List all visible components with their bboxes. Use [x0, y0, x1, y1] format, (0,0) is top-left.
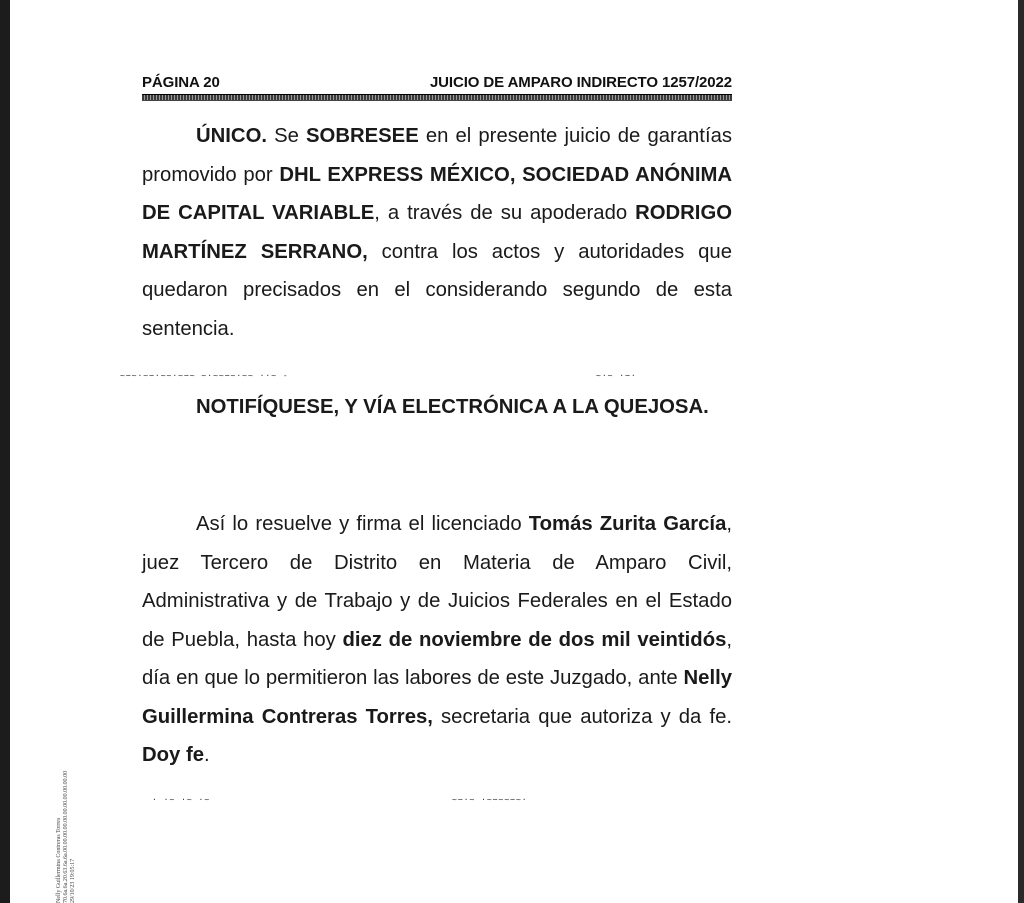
- signature-text: [56, 738, 86, 903]
- text-run: secretaria que autoriza y da fe.: [432, 705, 732, 728]
- sobresee-keyword: SOBRESEE: [306, 125, 419, 147]
- company-name: DHL EXPRESS MÉXICO, SOCIEDAD ANÓNIMA DE CAPITAL VARIABLE: [142, 163, 732, 224]
- secretary-name: Nelly Guillermina Contreras Torres,: [142, 667, 732, 728]
- resolutivo-heading: ÚNICO.: [196, 125, 267, 147]
- page-edge-shadow: [1018, 0, 1024, 903]
- scan-artifact: [120, 371, 289, 375]
- text-run: , día en que lo permitieron las labores de este Juzgado, ante: [142, 628, 732, 689]
- scan-artifact: [452, 795, 528, 799]
- judge-name: Tomás Zurita García: [528, 513, 727, 535]
- closing-paragraph: [142, 505, 732, 775]
- case-number-label: JUICIO DE AMPARO INDIRECTO 1257/2022: [429, 74, 732, 91]
- text-run: contra los actos y autoridades que quedaron precisados en el considerando segundo de esta sentencia.: [142, 240, 732, 340]
- scan-artifact: [596, 371, 637, 375]
- doy-fe-text: Doy fe: [142, 744, 204, 766]
- notification-paragraph: [142, 388, 732, 427]
- scan-artifact: [152, 795, 210, 799]
- text-run: .: [203, 744, 210, 766]
- text-run: Se: [266, 125, 307, 147]
- signature-line: 29/10/23 19:05:17: [70, 858, 76, 903]
- page-number-label: PÁGINA 20: [142, 74, 220, 91]
- text-run: , a través de su apoderado: [374, 202, 636, 224]
- resolutivo-paragraph: [142, 117, 732, 348]
- electronic-signature-margin: [56, 738, 86, 903]
- header-rule: [142, 94, 732, 101]
- text-run: Así lo resuelve y firma el licenciado: [196, 513, 529, 535]
- signature-line: Nelly Guillermina Contreras Torres: [56, 817, 62, 903]
- text-run: en el presente juicio de garantías promovido por: [142, 125, 732, 186]
- notification-text: NOTIFÍQUESE, Y VÍA ELECTRÓNICA A LA QUEJOSA.: [196, 396, 709, 418]
- resolution-date: diez de noviembre de dos mil veintidós: [342, 628, 727, 651]
- text-run: , juez Tercero de Distrito en Materia de Amparo Civil, Administrativa y de Trabajo y de Juicios Federales en el Estado de Puebla, hasta hoy: [142, 513, 732, 651]
- signature-line: 70.6a.6a.20.63.6a.6a.00.00.00.00.00.00.00.00.00.00.00: [63, 770, 69, 903]
- page-header: [142, 74, 732, 94]
- attorney-name: RODRIGO MARTÍNEZ SERRANO,: [142, 202, 732, 263]
